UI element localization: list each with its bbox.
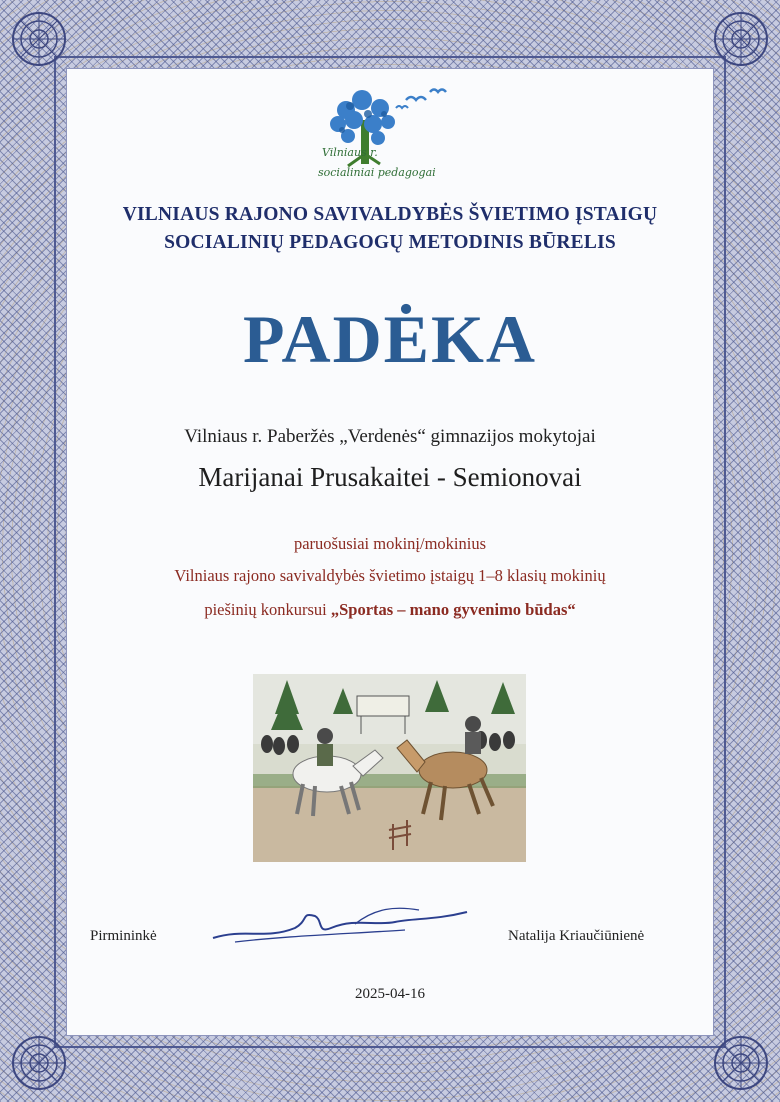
- corner-rosette-icon: [10, 10, 68, 68]
- corner-rosette-icon: [712, 10, 770, 68]
- chair-name: Natalija Kriaučiūnienė: [508, 928, 645, 944]
- organization-heading-line-1: VILNIAUS RAJONO SAVIVALDYBĖS ŠVIETIMO ĮSTAIGŲ: [122, 204, 658, 225]
- organization-heading-line-2: SOCIALINIŲ PEDAGOGŲ METODINIS BŪRELIS: [164, 232, 616, 253]
- chair-title: Pirmininkė: [90, 928, 157, 944]
- logo-text-line-2: socialiniai pedagogai: [318, 166, 436, 179]
- certificate-title: PADĖKA: [242, 301, 538, 377]
- body-text-line-1: paruošusiai mokinį/mokinius: [293, 534, 487, 553]
- body-text-line-3: [66, 600, 714, 620]
- signature-image: [205, 898, 475, 950]
- body-text-line-2: Vilniaus rajono savivaldybės švietimo įstaigų 1–8 klasių mokinių: [174, 566, 606, 585]
- logo-text-line-1: Vilniaus r.: [322, 146, 378, 159]
- issue-date: 2025-04-16: [355, 986, 425, 1002]
- corner-rosette-icon: [712, 1034, 770, 1092]
- school-line: Vilniaus r. Paberžės „Verdenės“ gimnazijos mokytojai: [184, 426, 596, 447]
- recipient-name: Marijanai Prusakaitei - Semionovai: [198, 462, 582, 492]
- corner-rosette-icon: [10, 1034, 68, 1092]
- student-drawing-image: [253, 674, 526, 862]
- contest-label: piešinių konkursui: [204, 600, 331, 619]
- contest-title: „Sportas – mano gyvenimo būdas“: [330, 600, 576, 619]
